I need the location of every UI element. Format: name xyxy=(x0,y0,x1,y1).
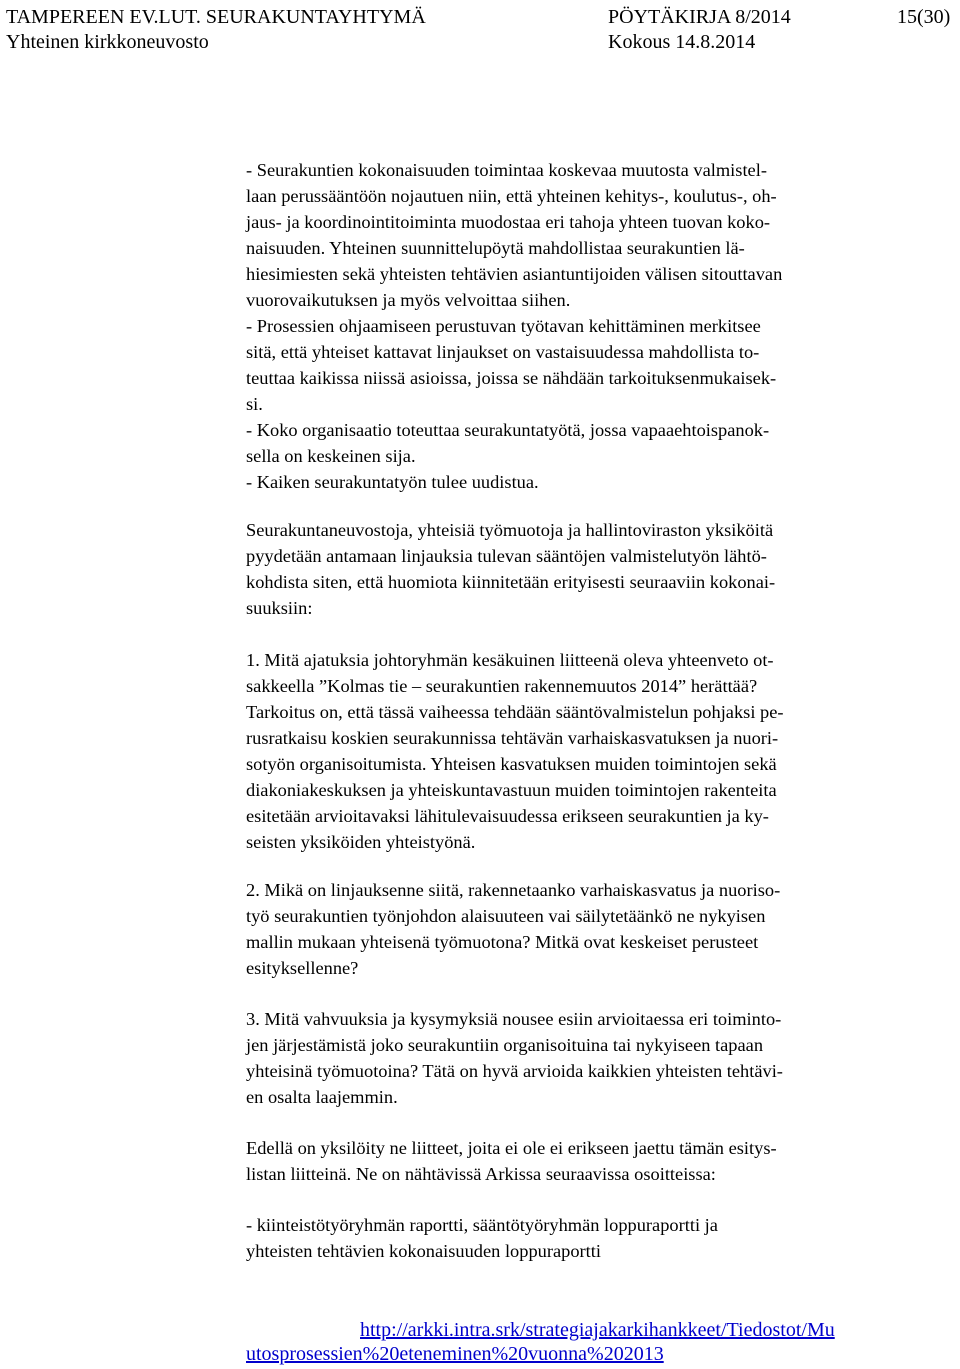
text-line: vuorovaikutuksen ja myös velvoittaa siihen. xyxy=(246,290,571,310)
text-line: laan perussääntöön nojautuen niin, että yhteinen kehitys-, koulutus-, oh- xyxy=(246,186,777,206)
section-request xyxy=(246,517,906,621)
text-line: sitä, että yhteiset kattavat linjaukset on vastaisuudessa mahdollista to- xyxy=(246,342,760,362)
text-line: esitetään arvioitavaksi lähitulevaisuudessa erikseen seurakuntien ja ky- xyxy=(246,806,769,826)
arkki-link-continuation[interactable]: utosprosessien%20eteneminen%20vuonna%202013 xyxy=(246,1343,664,1365)
question-3 xyxy=(246,1006,906,1110)
text-line: Seurakuntaneuvostoja, yhteisiä työmuotoja ja hallintoviraston yksiköitä xyxy=(246,520,774,540)
attachments-note xyxy=(246,1135,906,1187)
text-line: - kiinteistötyöryhmän raportti, sääntötyöryhmän loppuraportti ja xyxy=(246,1215,718,1235)
text-line: suuksiin: xyxy=(246,598,313,618)
header-meeting-date: Kokous 14.8.2014 xyxy=(608,31,756,53)
text-line: sakkeella ”Kolmas tie – seurakuntien rakennemuutos 2014” herättää? xyxy=(246,676,758,696)
text-line: - Prosessien ohjaamiseen perustuvan työtavan kehittäminen merkitsee xyxy=(246,316,761,336)
section-goals xyxy=(246,157,906,495)
text-line: hiesimiesten sekä yhteisten tehtävien asiantuntijoiden välisen sitouttavan xyxy=(246,264,783,284)
text-line: diakoniakeskuksen ja yhteiskuntavastuun muiden toimintojen rakenteita xyxy=(246,780,777,800)
text-line: naisuuden. Yhteinen suunnittelupöytä mahdollistaa seurakuntien lä- xyxy=(246,238,745,258)
text-line: jen järjestämistä joko seurakuntiin organisoituina tai nykyiseen tapaan xyxy=(246,1035,764,1055)
text-line: sotyön organisoitumista. Yhteisen kasvatuksen muiden toimintojen sekä xyxy=(246,754,777,774)
text-line: seisten yksiköiden yhteistyönä. xyxy=(246,832,476,852)
text-line: pyydetään antamaan linjauksia tulevan sääntöjen valmistelutyön lähtö- xyxy=(246,546,767,566)
text-line: - Seurakuntien kokonaisuuden toimintaa koskevaa muutosta valmistel- xyxy=(246,160,767,180)
arkki-link[interactable]: http://arkki.intra.srk/strategiajakarkihankkeet/Tiedostot/Mu xyxy=(360,1319,835,1341)
text-line: sella on keskeinen sija. xyxy=(246,446,416,466)
header-page-number: 15(30) xyxy=(897,6,951,28)
text-line: työ seurakuntien työnjohdon alaisuuteen vai säilytetäänkö ne nykyisen xyxy=(246,906,766,926)
text-line: 1. Mitä ajatuksia johtoryhmän kesäkuinen liitteenä oleva yhteenveto ot- xyxy=(246,650,774,670)
text-line: - Kaiken seurakuntatyön tulee uudistua. xyxy=(246,472,539,492)
text-line: - Koko organisaatio toteuttaa seurakuntatyötä, jossa vapaaehtoispanok- xyxy=(246,420,770,440)
text-line: yhteisinä työmuotoina? Tätä on hyvä arvioida kaikkien yhteisten tehtävi- xyxy=(246,1061,783,1081)
question-1 xyxy=(246,647,906,855)
text-line: teuttaa kaikissa niissä asioissa, joissa se nähdään tarkoituksenmukaisek- xyxy=(246,368,777,388)
text-line: rusratkaisu koskien seurakunnissa tehtävän varhaiskasvatuksen ja nuori- xyxy=(246,728,779,748)
text-line: kohdista siten, että huomiota kiinnitetään erityisesti seuraaviin kokonai- xyxy=(246,572,776,592)
header-board-name: Yhteinen kirkkoneuvosto xyxy=(6,31,209,53)
text-line: 3. Mitä vahvuuksia ja kysymyksiä nousee esiin arvioitaessa eri toiminto- xyxy=(246,1009,782,1029)
text-line: listan liitteinä. Ne on nähtävissä Arkissa seuraavissa osoitteissa: xyxy=(246,1164,716,1184)
text-line: 2. Mikä on linjauksenne siitä, rakennetaanko varhaiskasvatus ja nuoriso- xyxy=(246,880,781,900)
header-organization: TAMPEREEN EV.LUT. SEURAKUNTAYHTYMÄ xyxy=(6,6,426,28)
text-line: jaus- ja koordinointitoiminta muodostaa eri tahoja yhteen tuovan koko- xyxy=(246,212,771,232)
attachments-list xyxy=(246,1212,906,1264)
text-line: Tarkoitus on, että tässä vaiheessa tehdään sääntövalmistelun pohjaksi pe- xyxy=(246,702,784,722)
text-line: si. xyxy=(246,394,263,414)
text-line: esityksellenne? xyxy=(246,958,359,978)
text-line: en osalta laajemmin. xyxy=(246,1087,398,1107)
text-line: mallin mukaan yhteisenä työmuotona? Mitkä ovat keskeiset perusteet xyxy=(246,932,759,952)
text-line: yhteisten tehtävien kokonaisuuden loppuraportti xyxy=(246,1241,601,1261)
text-line: Edellä on yksilöity ne liitteet, joita ei ole ei erikseen jaettu tämän esitys- xyxy=(246,1138,777,1158)
header-document-title: PÖYTÄKIRJA 8/2014 xyxy=(608,6,791,28)
question-2 xyxy=(246,877,906,981)
